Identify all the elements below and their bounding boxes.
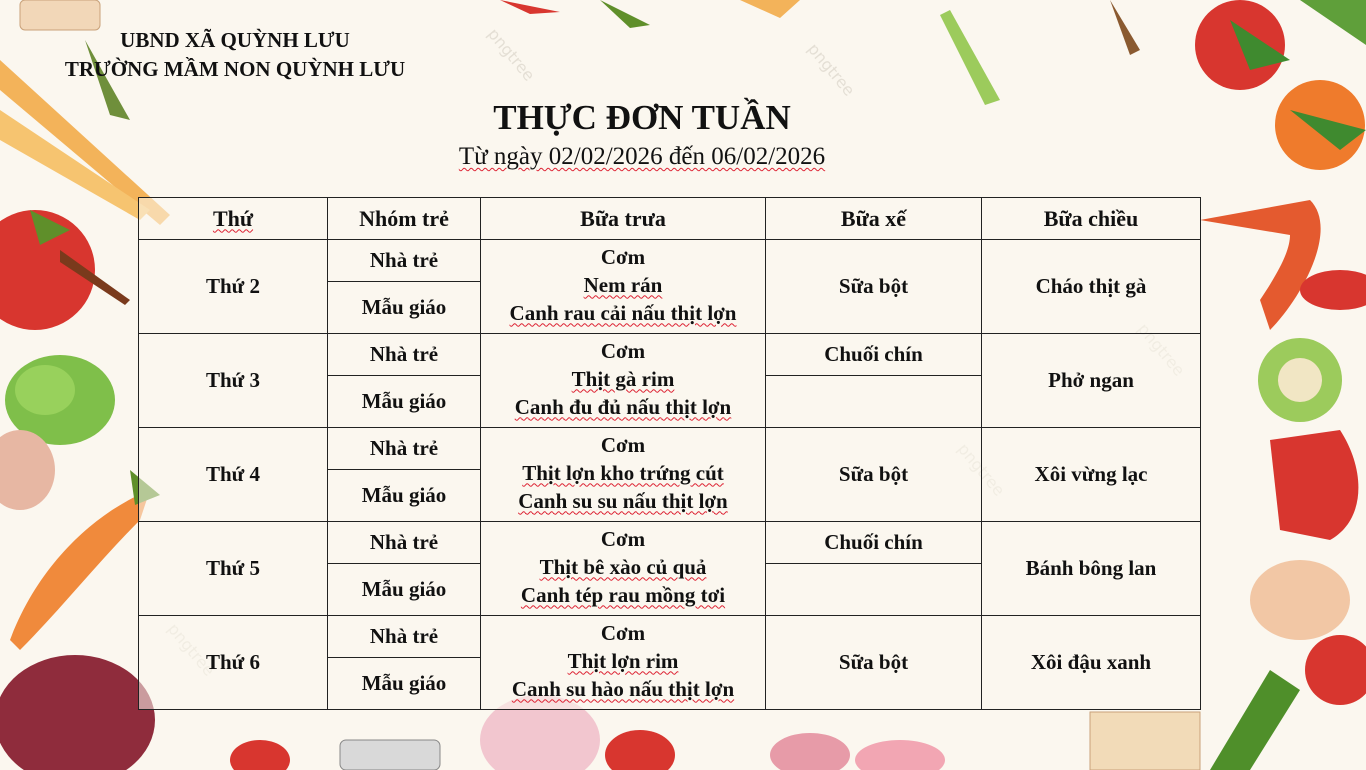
- lunch-dish: Canh tép rau mồng tơi: [520, 582, 726, 607]
- table-row: [139, 616, 1201, 658]
- lunch-dish: Canh su su nấu thịt lợn: [518, 488, 728, 513]
- page-title: THỰC ĐƠN TUẦN: [493, 98, 791, 137]
- dinner-cell: Bánh bông lan: [982, 522, 1201, 616]
- weekly-menu-table: [138, 197, 1201, 710]
- date-range: [0, 143, 1284, 171]
- snack-cell: Sữa bột: [766, 428, 982, 522]
- day-cell: Thứ 2: [139, 240, 328, 334]
- table-row: [139, 522, 1201, 564]
- lunch-dish: Cơm: [600, 620, 646, 645]
- header-day: Thứ: [139, 198, 328, 240]
- dinner-cell: Xôi đậu xanh: [982, 616, 1201, 710]
- table-header-row: [139, 198, 1201, 240]
- date-range-text: Từ ngày 02/02/2026 đến 06/02/2026: [458, 143, 826, 170]
- lunch-dish: Cơm: [600, 338, 646, 363]
- day-cell: Thứ 5: [139, 522, 328, 616]
- header-line-school: TRƯỜNG MẦM NON QUỲNH LƯU: [64, 57, 406, 81]
- lunch-cell: [481, 334, 766, 428]
- group-cell-nha-tre: Nhà trẻ: [328, 334, 481, 376]
- table-row: [139, 334, 1201, 376]
- lunch-cell: [481, 240, 766, 334]
- snack-cell-empty: [766, 376, 982, 428]
- group-cell-nha-tre: Nhà trẻ: [328, 616, 481, 658]
- lunch-dish: Canh rau cải nấu thịt lợn: [509, 300, 737, 325]
- dinner-cell: Phở ngan: [982, 334, 1201, 428]
- group-cell-mau-giao: Mẫu giáo: [328, 470, 481, 522]
- dinner-cell: Xôi vừng lạc: [982, 428, 1201, 522]
- group-cell-mau-giao: Mẫu giáo: [328, 564, 481, 616]
- group-cell-mau-giao: Mẫu giáo: [328, 376, 481, 428]
- lunch-dish: Thịt lợn kho trứng cút: [522, 460, 724, 485]
- header-group: Nhóm trẻ: [328, 198, 481, 240]
- lunch-dish: Thịt bê xào củ quả: [539, 554, 707, 579]
- lunch-cell: [481, 616, 766, 710]
- group-cell-nha-tre: Nhà trẻ: [328, 428, 481, 470]
- watermark-text: pngtree: [803, 39, 859, 100]
- table-row: [139, 428, 1201, 470]
- dinner-cell: Cháo thịt gà: [982, 240, 1201, 334]
- group-cell-mau-giao: Mẫu giáo: [328, 658, 481, 710]
- lunch-dish: Canh su hào nấu thịt lợn: [511, 676, 735, 701]
- table-row: [139, 240, 1201, 282]
- lunch-dish: Thịt gà rim: [571, 366, 675, 391]
- group-cell-nha-tre: Nhà trẻ: [328, 240, 481, 282]
- snack-cell: Chuối chín: [766, 522, 982, 564]
- lunch-cell: [481, 428, 766, 522]
- day-cell: Thứ 3: [139, 334, 328, 428]
- day-cell: Thứ 4: [139, 428, 328, 522]
- lunch-dish: Cơm: [600, 244, 646, 269]
- lunch-dish: Cơm: [600, 432, 646, 457]
- lunch-dish: Thịt lợn rim: [567, 648, 679, 673]
- header-dinner: Bữa chiều: [982, 198, 1201, 240]
- snack-cell: Sữa bột: [766, 616, 982, 710]
- lunch-dish: Nem rán: [583, 272, 663, 297]
- group-cell-nha-tre: Nhà trẻ: [328, 522, 481, 564]
- watermark-text: pngtree: [483, 24, 539, 85]
- snack-cell-empty: [766, 564, 982, 616]
- header-snack: Bữa xế: [766, 198, 982, 240]
- lunch-cell: [481, 522, 766, 616]
- snack-cell: Sữa bột: [766, 240, 982, 334]
- day-cell: Thứ 6: [139, 616, 328, 710]
- group-cell-mau-giao: Mẫu giáo: [328, 282, 481, 334]
- snack-cell: Chuối chín: [766, 334, 982, 376]
- header-line-commune: UBND XÃ QUỲNH LƯU: [120, 28, 350, 52]
- header-lunch: Bữa trưa: [481, 198, 766, 240]
- lunch-dish: Canh đu đủ nấu thịt lợn: [514, 394, 732, 419]
- school-header: [40, 26, 430, 84]
- lunch-dish: Cơm: [600, 526, 646, 551]
